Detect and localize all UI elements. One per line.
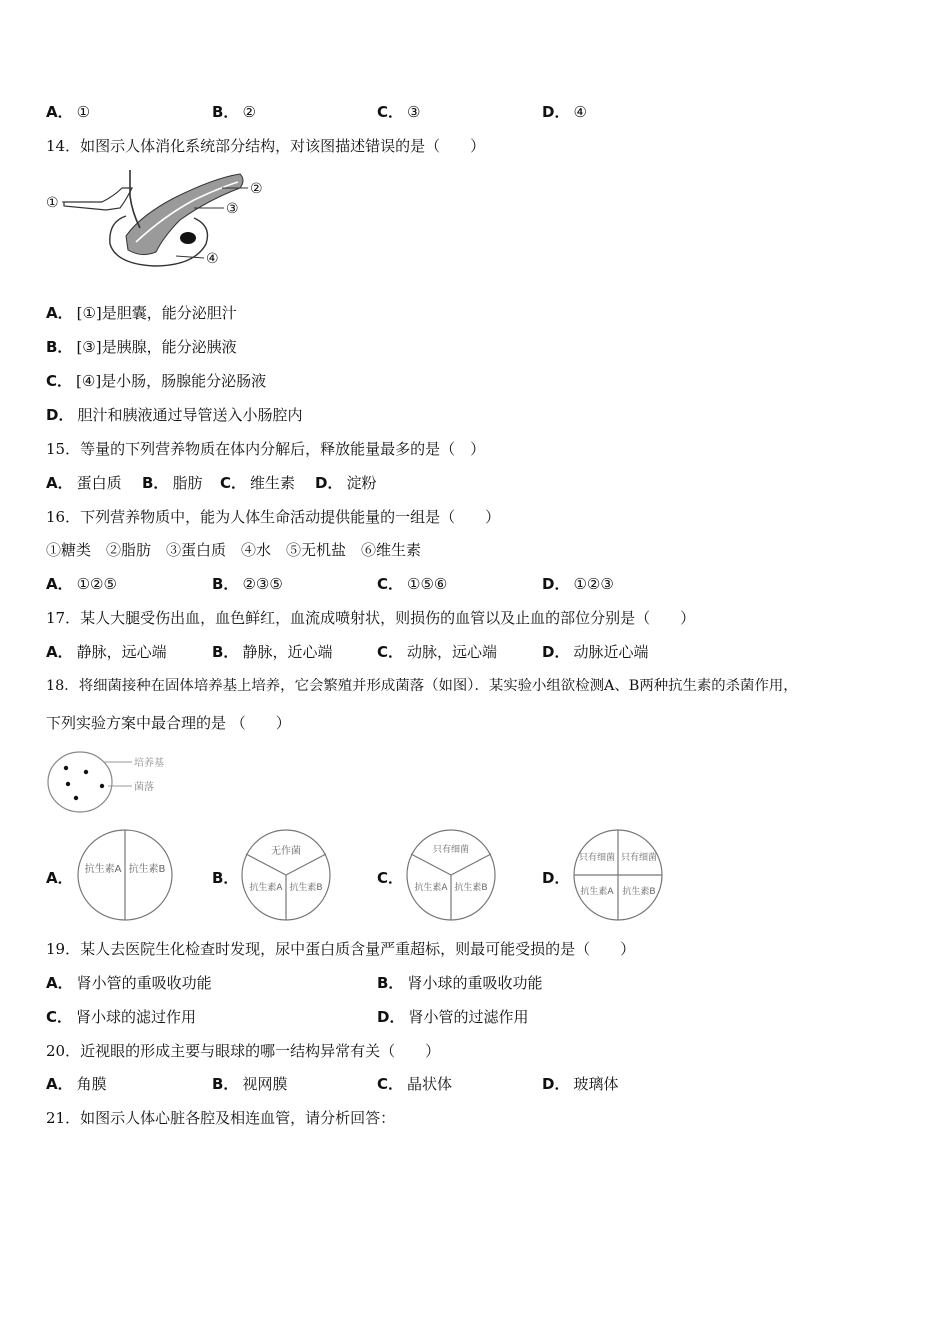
q16-option-a[interactable] (46, 574, 117, 594)
option-text: ② (242, 103, 256, 121)
option-letter: A． (46, 1075, 73, 1093)
option-text: 肾小球的滤过作用 (76, 1008, 197, 1026)
q16-items: ①糖类 ②脂肪 ③蛋白质 ④水 ⑤无机盐 ⑥维生素 (46, 541, 422, 559)
option-text: 视网膜 (242, 1075, 288, 1093)
option-letter: C． (377, 643, 404, 661)
option-text: ①②⑤ (76, 575, 117, 593)
option-letter: C． (46, 372, 73, 390)
option-letter: A． (46, 575, 73, 593)
option-letter: B． (212, 869, 239, 887)
option-text: 晶状体 (407, 1075, 453, 1093)
colony-dot (84, 770, 88, 774)
q15-option-c[interactable] (220, 473, 295, 493)
plate-a[interactable] (76, 828, 174, 922)
colony-dot (74, 796, 78, 800)
option-letter: B． (142, 474, 169, 492)
plate-c-top-label: 只有细菌 (432, 845, 470, 855)
digestive-system-diagram (44, 166, 284, 278)
option-letter: A． (46, 304, 73, 322)
q18-stem-line2: 下列实验方案中最合理的是 （ ） (46, 714, 291, 732)
option-text: 动脉，远心端 (407, 643, 498, 661)
q14-digestive-figure (44, 166, 284, 278)
q16-stem: 16．下列营养物质中，能为人体生命活动提供能量的一组是（ ） (46, 508, 501, 526)
option-text: ②③⑤ (242, 575, 283, 593)
q17-option-c[interactable] (377, 642, 497, 662)
q14-option-a[interactable] (46, 303, 237, 323)
option-text: 角膜 (76, 1075, 107, 1093)
q17-option-a[interactable] (46, 642, 167, 662)
q14-option-b[interactable] (46, 337, 237, 357)
option-text: 玻璃体 (573, 1075, 619, 1093)
plate-d-bottom-right-label: 抗生素B (622, 887, 656, 897)
option-letter: C． (46, 1008, 73, 1026)
q16-option-b[interactable] (212, 574, 283, 594)
q19-stem: 19．某人去医院生化检查时发现，尿中蛋白质含量严重超标，则最可能受损的是（ ） (46, 940, 636, 958)
q18-option-c[interactable] (377, 868, 407, 888)
q18-option-a[interactable] (46, 868, 77, 888)
option-letter: A． (46, 474, 73, 492)
option-text: 脂肪 (172, 474, 203, 492)
q17-option-b[interactable] (212, 642, 332, 662)
q20-option-a[interactable] (46, 1074, 107, 1094)
option-text: ④ (573, 103, 587, 121)
q15-option-d[interactable] (315, 473, 376, 493)
plate-b-left-label: 抗生素A (249, 883, 283, 893)
option-text: 肾小管的重吸收功能 (76, 974, 212, 992)
colony-dot (66, 782, 70, 786)
option-letter: D． (542, 103, 570, 121)
option-letter: C． (377, 1075, 404, 1093)
option-letter: A． (46, 869, 73, 887)
plate-d-top-right-label: 只有细菌 (620, 853, 658, 863)
option-text: [④]是小肠，肠腺能分泌肠液 (76, 372, 267, 390)
option-text: ③ (407, 103, 421, 121)
figure-label-4: ④ (206, 251, 219, 267)
q17-stem: 17．某人大腿受伤出血，血色鲜红，血流成喷射状，则损伤的血管以及止血的部位分别是（ ） (46, 609, 696, 627)
q13-option-b[interactable] (212, 102, 256, 122)
option-letter: B． (212, 643, 239, 661)
label-colony: 菌落 (134, 782, 154, 793)
plate-d[interactable] (572, 828, 664, 922)
option-text: 维生素 (250, 474, 296, 492)
q15-option-a[interactable] (46, 473, 122, 493)
plate-a-left-label: 抗生素A (84, 864, 122, 875)
option-letter: D． (315, 474, 343, 492)
option-letter: B． (377, 974, 404, 992)
option-text: [①]是胆囊，能分泌胆汁 (76, 304, 237, 322)
q18-option-d[interactable] (542, 868, 573, 888)
plate-b-right-label: 抗生素B (289, 883, 323, 893)
q20-option-b[interactable] (212, 1074, 287, 1094)
figure-label-2: ② (250, 181, 263, 197)
option-letter: D． (542, 643, 570, 661)
option-letter: D． (377, 1008, 405, 1026)
plate-b-top-label: 无作菌 (271, 846, 301, 857)
q15-option-b[interactable] (142, 473, 202, 493)
option-text: ①⑤⑥ (407, 575, 448, 593)
bile-duct (130, 170, 140, 228)
q13-option-d[interactable] (542, 102, 587, 122)
option-text: 淀粉 (346, 474, 377, 492)
option-text: 胆汁和胰液通过导管送入小肠腔内 (77, 406, 303, 424)
colony-dot (64, 766, 68, 770)
q19-option-c[interactable] (46, 1007, 196, 1027)
figure-label-1: ① (46, 195, 59, 211)
option-letter: C． (377, 869, 404, 887)
plate-d-top-left-label: 只有细菌 (578, 853, 616, 863)
q14-stem: 14．如图示人体消化系统部分结构，对该图描述错误的是（ ） (46, 137, 486, 155)
plate-d-bottom-left-label: 抗生素A (580, 887, 614, 897)
option-letter: C． (220, 474, 247, 492)
colony-dot (100, 784, 104, 788)
q18-stem-line1: 18．将细菌接种在固体培养基上培养，它会繁殖并形成菌落（如图）．某实验小组欲检测A、B两种抗生素的杀菌作用， (46, 678, 798, 694)
q20-option-d[interactable] (542, 1074, 618, 1094)
option-text: 肾小球的重吸收功能 (407, 974, 543, 992)
option-letter: C． (377, 575, 404, 593)
q21-stem: 21．如图示人体心脏各腔及相连血管，请分析回答： (46, 1109, 396, 1127)
q20-option-c[interactable] (377, 1074, 452, 1094)
option-letter: B． (46, 338, 73, 356)
q15-stem: 15．等量的下列营养物质在体内分解后，释放能量最多的是（ ） (46, 440, 486, 458)
q16-option-d[interactable] (542, 574, 614, 594)
option-letter: B． (212, 103, 239, 121)
option-text: 蛋白质 (76, 474, 122, 492)
option-text: 肾小管的过滤作用 (408, 1008, 529, 1026)
q18-culture-figure (44, 748, 204, 816)
q17-option-d[interactable] (542, 642, 648, 662)
q18-option-b[interactable] (212, 868, 242, 888)
option-letter: D． (542, 575, 570, 593)
label-medium: 培养基 (134, 758, 164, 769)
plate-c-right-label: 抗生素B (454, 883, 488, 893)
option-text: ① (76, 103, 91, 121)
option-letter: B． (212, 1075, 239, 1093)
petri-dish (48, 752, 112, 812)
q13-option-a[interactable] (46, 102, 90, 122)
gallbladder-shape (64, 188, 132, 210)
option-text: 静脉，近心端 (242, 643, 333, 661)
plate-c-left-label: 抗生素A (414, 883, 448, 893)
papilla-mark (180, 232, 196, 244)
q19-option-a[interactable] (46, 973, 212, 993)
option-letter: A． (46, 643, 73, 661)
option-text: ①②③ (573, 575, 614, 593)
q13-option-c[interactable] (377, 102, 420, 122)
figure-label-3: ③ (226, 201, 239, 217)
option-letter: B． (212, 575, 239, 593)
option-letter: D． (542, 1075, 570, 1093)
plate-b[interactable] (240, 828, 332, 922)
option-letter: A． (46, 974, 73, 992)
option-text: [③]是胰腺，能分泌胰液 (76, 338, 237, 356)
option-text: 静脉，远心端 (76, 643, 167, 661)
q20-stem: 20．近视眼的形成主要与眼球的哪一结构异常有关（ ） (46, 1042, 441, 1060)
petri-dish-diagram (44, 748, 204, 816)
q16-option-c[interactable] (377, 574, 447, 594)
q14-option-d[interactable] (46, 405, 302, 425)
q19-option-d[interactable] (377, 1007, 528, 1027)
option-letter: C． (377, 103, 404, 121)
plate-a-right-label: 抗生素B (128, 864, 166, 875)
option-text: 动脉近心端 (573, 643, 649, 661)
plate-c[interactable] (405, 828, 497, 922)
option-letter: A． (46, 103, 73, 121)
q14-option-c[interactable] (46, 371, 266, 391)
q19-option-b[interactable] (377, 973, 542, 993)
option-letter: D． (542, 869, 570, 887)
option-letter: D． (46, 406, 74, 424)
